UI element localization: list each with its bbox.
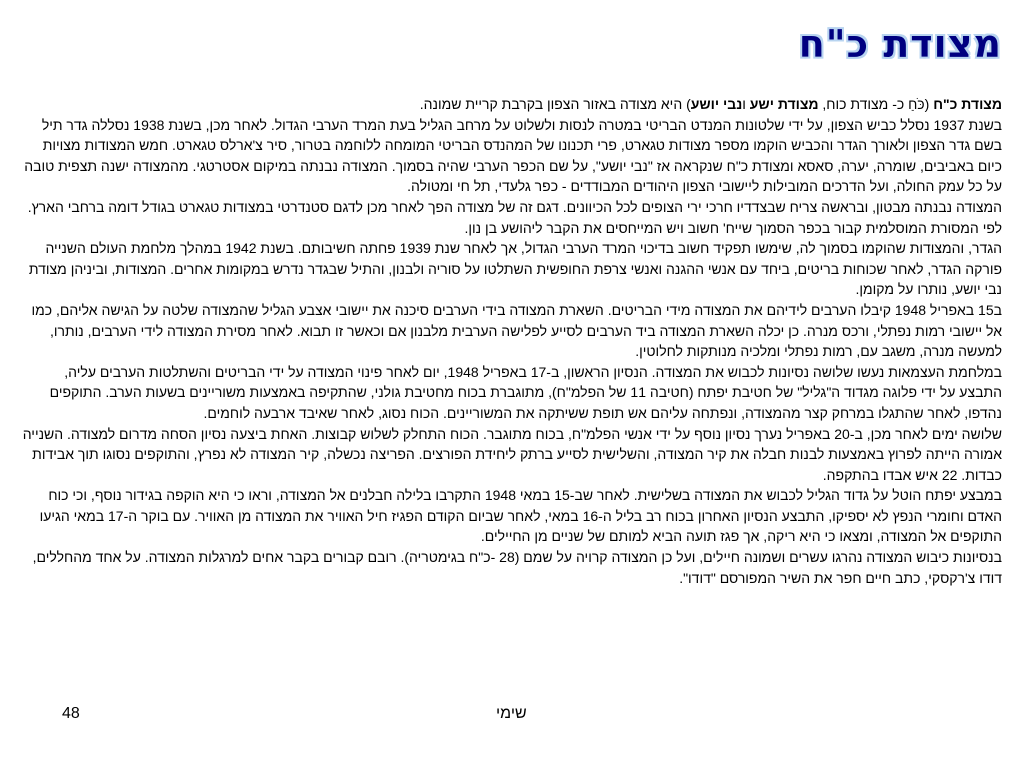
paragraph-fence: הגדר, והמצודות שהוקמו בסמוך לה, שימשו תפקיד חשוב בדיכוי המרד הערבי הגדול, אך לאחר שנת 1939 פחתה חשיבותם. בשנת 1942 במהלך מלחמת העולם השנייה פורקה הגדר, לאחר שכוחות בריטים, ביחד עם אנשי ההגנה ואנשי צרפת החופשית השתלטו על סוריה ולבנון, והתיל שבגדר נדרש במקומות אחרים. המצודות, וביניהן מצודת נבי יושע, נותרו על מקומן. [28, 240, 1002, 298]
paragraph-history-1937: בשנת 1937 נסלל כביש הצפון, על ידי שלטונות המנדט הבריטי במטרה לנסות ולשלוט על מרחב הגליל בעת המרד הערבי הגדול. לאחר מכן, בשנת 1938 נסללה גדר תיל בשם גדר הצפון ולאורך הגדר והכביש הוקמו מספר מצודות טגארט, פרי תכנונו של המהנדס הבריטי המומחה ללוחמה בטרור, סיר צ'ארלס טגארט. חמש המצודות מצויות כיום באביבים, שומרה, יערה, סאסא ומצודת כ"ח שנקראה אז "נבי יושע", על שם הכפר הערבי שהיה בסמוך. המצודה נבנתה במיקום אסטרטגי. מהמצודה ישנה תצפית טובה על כל עמק החולה, ועל הדרכים המובילות ליישובי הצפון היהודים המבודדים - כפר גלעדי, תל חי ומטולה. [24, 116, 1002, 195]
intro-bold-alt: מצודת ישע [749, 96, 819, 112]
article-body [20, 94, 1002, 588]
intro-text-1: (כֹּחַ כ- מצודת כוח, [818, 96, 934, 112]
intro-text-3: ) היא מצודה באזור הצפון בקרבת קריית שמונה. [419, 96, 691, 112]
page-number: 48 [62, 705, 80, 722]
paragraph-third-attempt: במבצע יפתח הוטל על גדוד הגליל לכבוש את המצודה בשלישית. לאחר שב-15 במאי 1948 התקרבו בלילה חבלנים אל המצודה, וראו כי היא הוקפה בגידור נוסף, וכי כוח האדם וחומרי הנפץ לא יספיקו, התבצע הנסיון האחרון בכוח רב בליל ה-16 במאי, לאחר שביום הקודם הפגיז חיל האוויר את המצודה מן האוויר. עם בוקר ה-17 במאי הגיעו התוקפים אל המצודה, ומצאו כי היא ריקה, אך פגז תועה הביא למותם של שניים מן החיילים. [39, 487, 1002, 545]
intro-bold-name: מצודת כ"ח [933, 96, 1002, 112]
paragraph-second-attempt: שלושה ימים לאחר מכן, ב-20 באפריל נערך נסיון נוסף על ידי אנשי הפלמ"ח, בכוח מתוגבר. הכוח התחלק לשלוש קבוצות. האחת ביצעה נסיון הסחה מדרום למצודה. השנייה אמורה הייתה לפרוץ באמצעות לבנות חבלה את קיר המצודה, והשלישית לסייע ברתק ליחידת הפורצים. הפריצה נכשלה, קיר המצודה לא נפרץ, והתוקפים נסוגו תוך אבידות כבדות. 22 איש אבדו בהתקפה. [22, 425, 1002, 483]
paragraph-name-origin: בנסיונות כיבוש המצודה נהרגו עשרים ושמונה חיילים, ועל כן המצודה קרויה על שמם (28 -כ"ח בגימטריה). רובם קבורים בקבר אחים למרגלות המצודה. על אחד מהחללים, דודו צ'רקסקי, כתב חיים חפר את השיר המפורסם "דודו". [32, 549, 1002, 586]
intro-text-2: ו [742, 96, 750, 112]
intro-bold-alt2: נבי יושע [690, 96, 743, 112]
paragraph-april-15: ב15 באפריל 1948 קיבלו הערבים לידיהם את המצודה מידי הבריטים. השארת המצודה בידי הערבים סיכנה את יישובי אצבע הגליל שהמצודה שלטה על הגישה אליהם, כמו אל יישובי רמות נפתלי, ורכס מנרה. כן יכלה השארת המצודה ביד הערבים לסייע לפלישה הערבית מלבנון אם וכאשר זו תבוא. לאחר מסירת המצודה לידי הערבים, נותרו, למעשה מנרה, משגב עם, רמות נפתלי ומלכיה מנותקות לחלוטין. [31, 301, 1002, 360]
page-title: מצודת כ"ח [798, 22, 1002, 66]
paragraph-construction: המצודה נבנתה מבטון, ובראשה צריח שבצדדיו חרכי ירי הצופים לכל הכיוונים. דגם זה של מצודה הפך לאחר מכן לדגם סטנדרטי במצודות טגארט בגודל דומה ברחבי הארץ. [27, 198, 1002, 215]
intro-paragraph [20, 94, 1002, 115]
paragraph-first-attempt: במלחמת העצמאות נעשו שלושה נסיונות לכבוש את המצודה. הנסיון הראשון, ב-17 באפריל 1948, יום לאחר פינוי המצודה על ידי הבריטים והשתלטות הערבים עליה, התבצע על ידי פלוגה מגדוד ה"גליל" של חטיבת יפתח (חטיבה 11 של הפלמ"ח), מתוגברת בכוח מחטיבת גולני, שהתקיפה באמצעות משוריינים בשעות הערב. התוקפים נהדפו, לאחר שהתגלו במרחק קצר מהמצודה, ונפתחה עליהם אש תופת ששיתקה את המשוריינים. הכוח נסוג, לאחר שאיבד ארבעה לוחמים. [49, 363, 1002, 421]
footer-author: שימי [496, 705, 527, 722]
paragraph-tradition: לפי המסורת המוסלמית קבור בכפר הסמוך שייח' חשוב ויש המייחסים את הקבר ליהושע בן נון. [464, 219, 1002, 236]
